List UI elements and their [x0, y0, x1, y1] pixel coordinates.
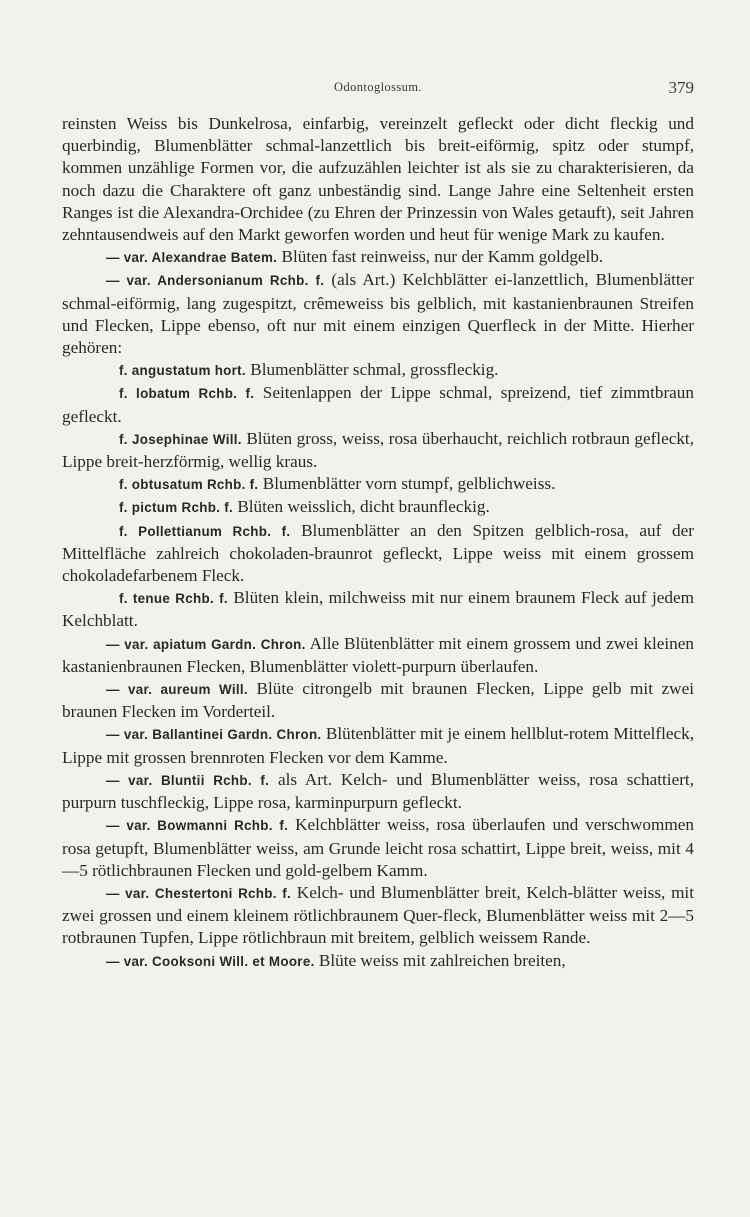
entry-text: Kelch- und Blumenblätter breit, Kelch-blätter weiss, mit zwei grossen und einem kleinem rötlichbraunem Quer-fleck, Blumenblätter weiss mit 2—5 rotbraunen Tupfen, Lippe rötlichbraun mit breitem, gelblich weissem Rande.	[62, 882, 694, 948]
taxon-name: — var. Chestertoni Rchb. f.	[106, 885, 292, 901]
taxon-name: f. lobatum Rchb. f.	[119, 386, 255, 402]
taxon-name: — var. aureum Will.	[106, 682, 248, 698]
page-body	[62, 113, 694, 973]
taxon-name: — var. Ballantinei Gardn. Chron.	[106, 727, 322, 743]
entry-text: Blütenblätter mit je einem hellblut-rotem Mittelfleck, Lippe mit grossen brennroten Flecken vor dem Kamme.	[62, 724, 694, 767]
page-number: 379	[668, 78, 694, 97]
variety-entry	[62, 269, 694, 359]
variety-entry	[62, 246, 694, 269]
taxon-name: f. obtusatum Rchb. f.	[119, 477, 259, 493]
form-entry	[62, 496, 694, 519]
entry-text: Blüten klein, milchweiss mit nur einem braunem Fleck auf jedem Kelchblatt.	[62, 588, 695, 631]
taxon-name: — var. Cooksoni Will. et Moore.	[106, 953, 315, 969]
form-entry	[62, 520, 694, 588]
entry-text: Seitenlappen der Lippe schmal, spreizend, tief zimmtbraun gefleckt.	[62, 383, 694, 426]
entry-text: Blüte weiss mit zahlreichen breiten,	[314, 950, 566, 970]
variety-entry	[62, 633, 694, 678]
taxon-name: f. pictum Rchb. f.	[119, 500, 234, 516]
variety-entry	[62, 769, 694, 814]
entry-text: Blüten fast reinweiss, nur der Kamm goldgelb.	[277, 247, 604, 267]
form-entry	[62, 473, 694, 496]
entry-text: Alle Blütenblätter mit einem grossem und zwei kleinen kastanienbraunen Flecken, Blumenblätter violett-purpurn überlaufen.	[62, 633, 694, 676]
form-entry	[62, 359, 694, 382]
entry-text: Blumenblätter schmal, grossfleckig.	[245, 360, 499, 380]
entry-text: Blüte citrongelb mit braunen Flecken, Lippe gelb mit zwei braunen Flecken im Vorderteil.	[62, 679, 694, 722]
entry-text: Blüten weisslich, dicht braunfleckig.	[233, 497, 490, 517]
taxon-name: f. Pollettianum Rchb. f.	[119, 523, 291, 539]
entry-text: Blüten gross, weiss, rosa überhaucht, reichlich rotbraun gefleckt, Lippe breit-herzförmig, wellig kraus.	[62, 428, 694, 472]
variety-entry	[62, 882, 694, 950]
form-entry	[62, 587, 694, 632]
running-title: Odontoglossum.	[334, 80, 422, 94]
form-entry	[62, 382, 694, 427]
entry-text: Blumenblätter vorn stumpf, gelblichweiss.	[258, 474, 556, 494]
taxon-name: f. angustatum hort.	[119, 363, 246, 379]
taxon-name: — var. Bluntii Rchb. f.	[106, 772, 270, 788]
taxon-name: — var. apiatum Gardn. Chron.	[106, 636, 306, 652]
taxon-name: — var. Bowmanni Rchb. f.	[106, 818, 289, 834]
taxon-name: — var. Andersonianum Rchb. f.	[106, 273, 325, 289]
variety-entry	[62, 678, 694, 723]
taxon-name: f. tenue Rchb. f.	[119, 591, 228, 607]
taxon-name: f. Josephinae Will.	[119, 431, 242, 447]
variety-entry	[62, 723, 694, 768]
entry-text: als Art. Kelch- und Blumenblätter weiss, rosa schattiert, purpurn tuschfleckig, Lippe rosa, karminpurpurn gefleckt.	[62, 769, 694, 813]
taxon-name: — var. Alexandrae Batem.	[106, 250, 278, 266]
form-entry	[62, 428, 694, 473]
variety-entry	[62, 950, 694, 973]
page-header	[62, 76, 694, 102]
paragraph	[62, 113, 694, 246]
entry-text: Blumenblätter an den Spitzen gelblich-rosa, auf der Mittelfläche zahlreich chokoladen-braunrot gefleckt, Lippe weiss mit einem grossem chokoladefarbenem Fleck.	[62, 520, 694, 586]
variety-entry	[62, 814, 694, 882]
paragraph-text: reinsten Weiss bis Dunkelrosa, einfarbig, vereinzelt gefleckt oder dicht fleckig und querbindig, Blumenblätter schmal-lanzettlich bis breit-eiförmig, spitz oder stumpf, kommen unzählige Formen vor, die aufzuzählen leichter ist als sie zu charakterisieren, da noch dazu die Charaktere oft ganz unbeständig sind. Lange Jahre eine Seltenheit ersten Ranges ist die Alexandra-Orchidee (zu Ehren der Prinzessin von Wales getauft), seit Jahren zehntausendweis auf den Markt geworfen worden und heut für wenige Mark zu kaufen.	[62, 114, 694, 245]
entry-text: (als Art.) Kelchblätter ei-lanzettlich, Blumenblätter schmal-eiförmig, lang zugespitzt, crêmeweiss bis gelblich, mit kastanienbraunen Streifen und Flecken, Lippe ebenso, oft nur mit einem einzigen Querfleck in der Mitte. Hierher gehören:	[62, 270, 694, 358]
entry-text: Kelchblätter weiss, rosa überlaufen und verschwommen rosa getupft, Blumenblätter weiss, am Grunde leicht rosa schattirt, Lippe breit, weiss, mit 4—5 rötlichbraunen Flecken und gold-gelbem Kamm.	[62, 815, 694, 880]
